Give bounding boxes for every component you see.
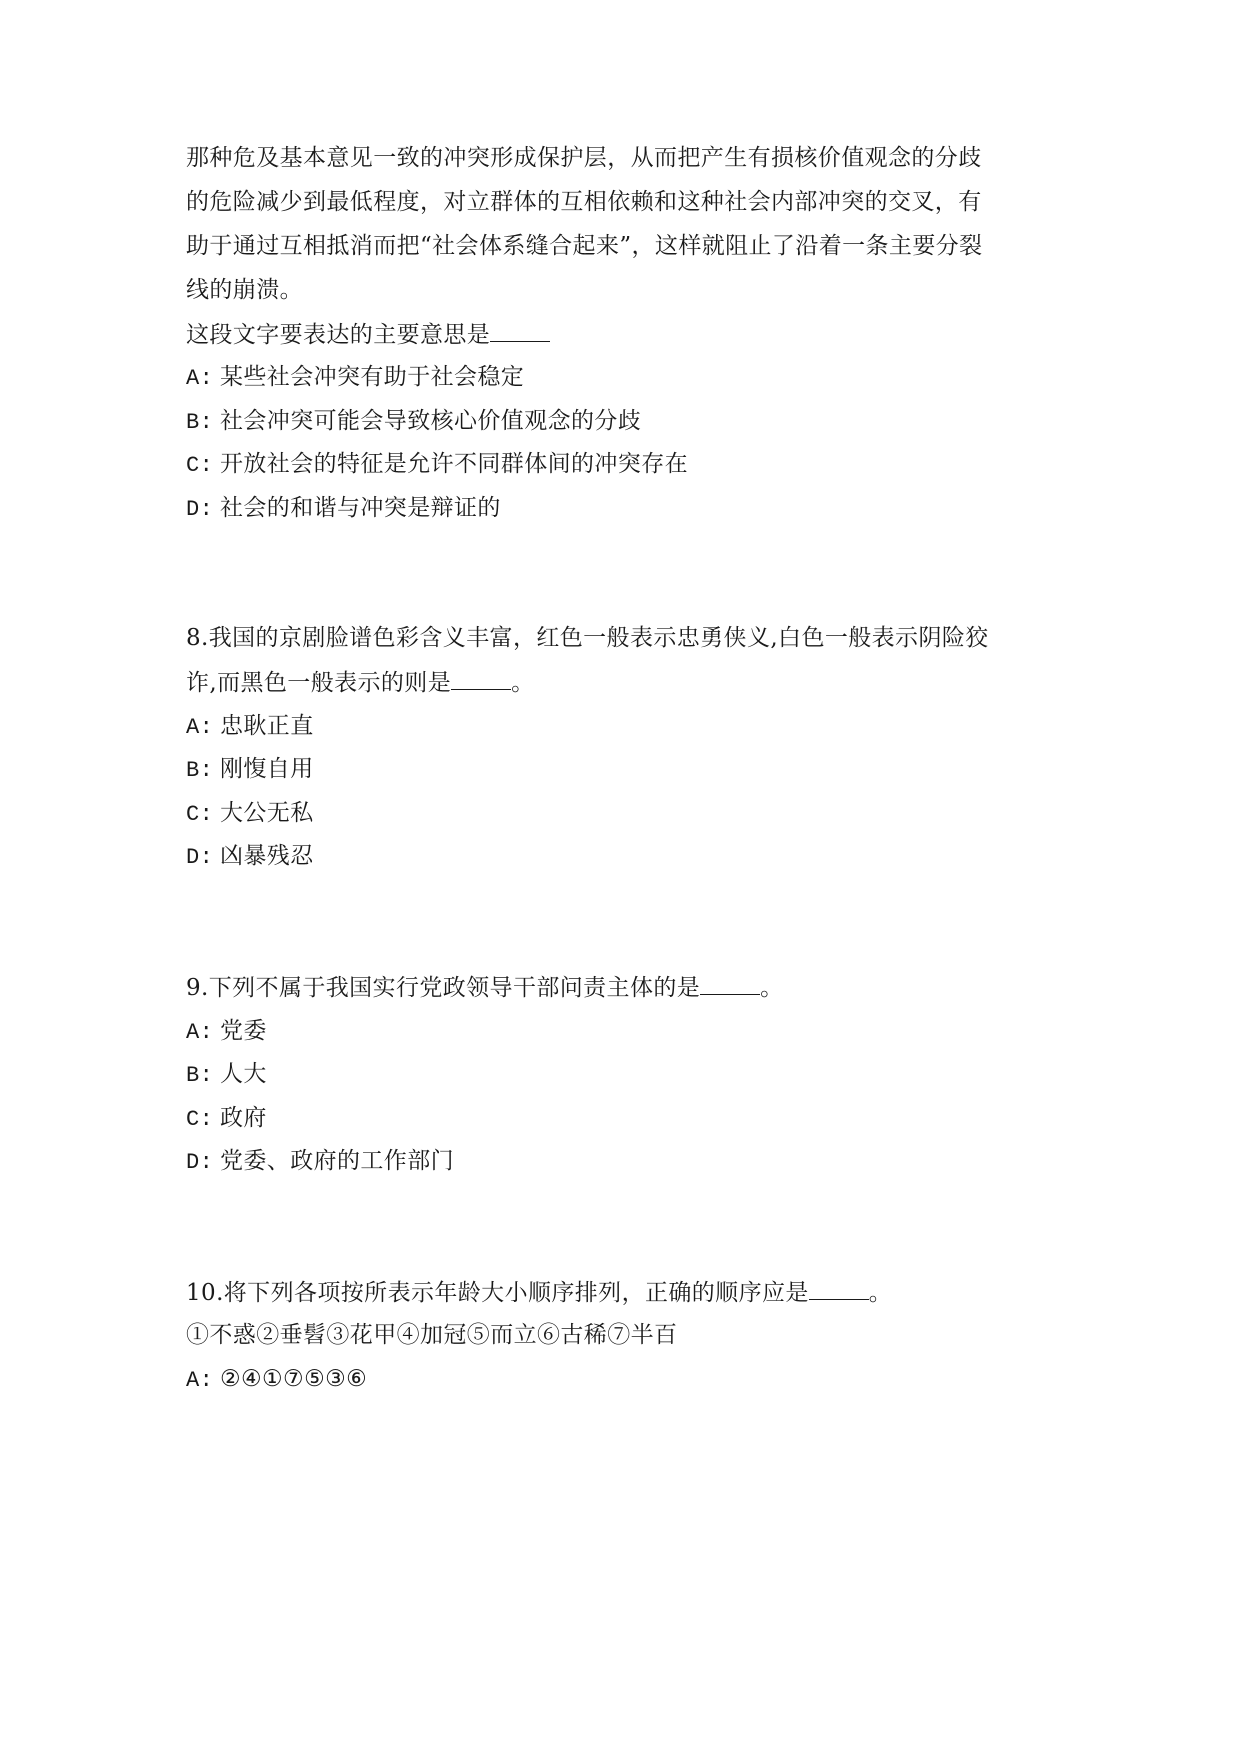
option-text: 人大 — [220, 1061, 267, 1087]
option-text: 社会冲突可能会导致核心价值观念的分歧 — [220, 408, 642, 434]
question-7-option-d — [186, 493, 501, 525]
option-label: B: — [186, 1063, 214, 1088]
option-text: 政府 — [220, 1105, 267, 1131]
option-label: A: — [186, 366, 214, 391]
question-8-option-d — [186, 841, 314, 873]
option-text: 某些社会冲突有助于社会稳定 — [220, 364, 525, 390]
question-10-items: ①不惑②垂髫③花甲④加冠⑤而立⑥古稀⑦半百 — [186, 1322, 678, 1348]
answer-blank — [700, 972, 760, 995]
question-text: 诈,而黑色一般表示的则是 — [186, 670, 452, 696]
option-label: B: — [186, 758, 214, 783]
option-label: C: — [186, 453, 214, 478]
question-8-option-a — [186, 711, 314, 743]
option-label: B: — [186, 410, 214, 435]
option-text: 党委 — [220, 1018, 267, 1044]
passage-line: 线的崩溃。 — [186, 277, 303, 303]
option-text: 凶暴残忍 — [220, 843, 314, 869]
question-7-stem — [186, 319, 550, 350]
question-suffix: 。 — [868, 1280, 893, 1306]
question-9-option-d — [186, 1146, 454, 1178]
option-text: 开放社会的特征是允许不同群体间的冲突存在 — [220, 451, 688, 477]
passage-line: 的危险减少到最低程度，对立群体的互相依赖和这种社会内部冲突的交叉，有 — [186, 189, 982, 215]
question-9-option-c — [186, 1103, 267, 1135]
question-9-option-b — [186, 1059, 267, 1091]
option-label: D: — [186, 1150, 214, 1175]
option-label: A: — [186, 715, 214, 740]
option-label: A: — [186, 1020, 214, 1045]
question-suffix: 。 — [511, 670, 535, 696]
question-10-option-a — [186, 1364, 367, 1396]
question-text: 这段文字要表达的主要意思是 — [186, 322, 491, 348]
question-10-stem — [186, 1277, 892, 1308]
question-8-stem-line1: 8.我国的京剧脸谱色彩含义丰富，红色一般表示忠勇侠义,白色一般表示阴险狡 — [186, 625, 989, 651]
option-label: D: — [186, 497, 214, 522]
answer-blank — [490, 319, 550, 342]
question-8-option-b — [186, 754, 314, 786]
question-7-option-c — [186, 449, 688, 481]
option-text: 忠耿正直 — [220, 713, 314, 739]
question-9-option-a — [186, 1016, 267, 1048]
option-label: A: — [186, 1368, 214, 1393]
question-7-option-a — [186, 362, 524, 394]
option-text: 党委、政府的工作部门 — [220, 1148, 454, 1174]
question-text: 10.将下列各项按所表示年龄大小顺序排列，正确的顺序应是 — [186, 1280, 809, 1306]
passage-line: 那种危及基本意见一致的冲突形成保护层，从而把产生有损核价值观念的分歧 — [186, 145, 982, 171]
answer-blank — [809, 1277, 869, 1300]
question-text: 9.下列不属于我国实行党政领导干部问责主体的是 — [186, 975, 701, 1001]
question-8-stem-line2 — [186, 667, 535, 698]
option-label: D: — [186, 845, 214, 870]
option-text: 大公无私 — [220, 800, 314, 826]
passage-line: 助于通过互相抵消而把“社会体系缝合起来”，这样就阻止了沿着一条主要分裂 — [186, 233, 983, 259]
option-label: C: — [186, 1107, 214, 1132]
option-text: 刚愎自用 — [220, 756, 314, 782]
option-label: C: — [186, 802, 214, 827]
option-text: 社会的和谐与冲突是辩证的 — [220, 495, 501, 521]
option-text: ②④①⑦⑤③⑥ — [220, 1366, 368, 1392]
question-7-option-b — [186, 406, 641, 438]
question-9-stem — [186, 972, 784, 1003]
question-8-option-c — [186, 798, 314, 830]
question-suffix: 。 — [760, 975, 784, 1001]
answer-blank — [451, 667, 511, 690]
